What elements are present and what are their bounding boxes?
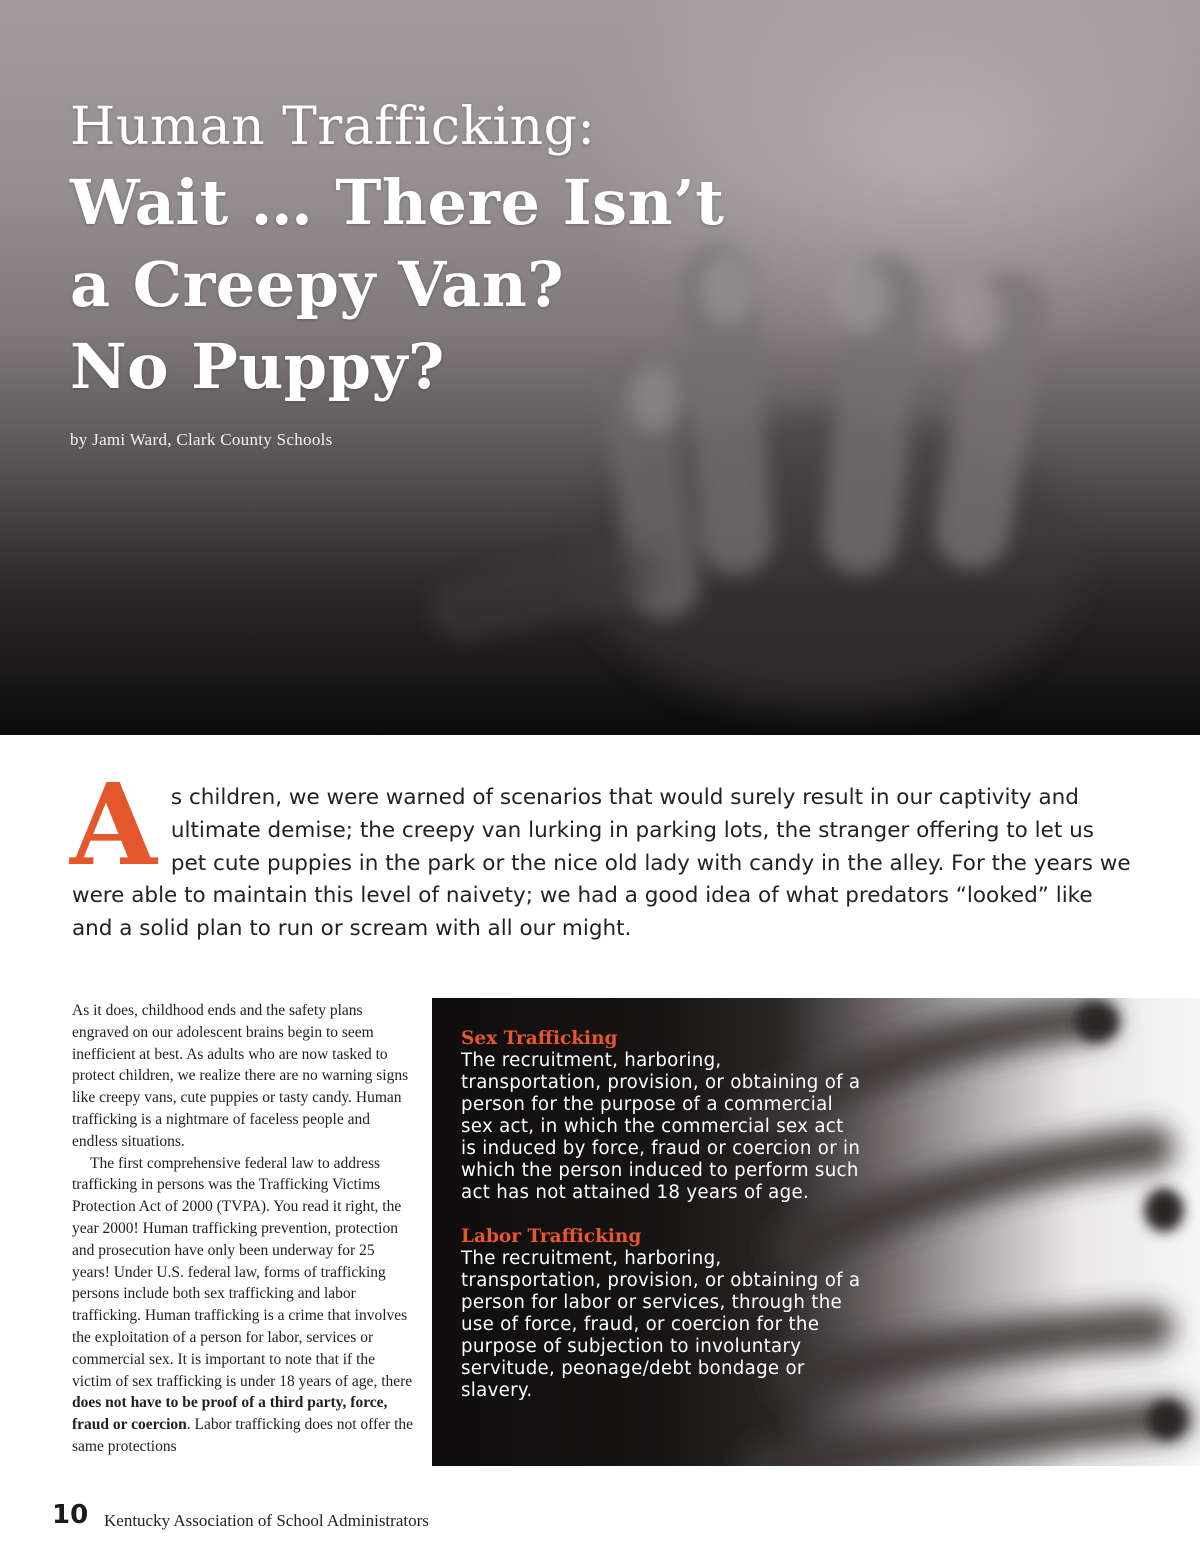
body-text: . Labor trafficking does not offer the same protections [72, 1416, 414, 1455]
title-line: Wait … There Isn’t [70, 166, 725, 239]
publication-name: Kentucky Association of School Administrators [104, 1511, 429, 1530]
definition-heading: Labor Trafficking [461, 1226, 642, 1247]
title-line: a Creepy Van? [70, 248, 565, 321]
definitions-list [461, 1028, 861, 1402]
definition-text: The recruitment, harboring, transportation, provision, or obtaining of a person for the purpose of a commercial sex act, in which the commercial sex act is induced by force, fraud or coercion or in which the person induced to perform such act has not attained 18 years of age. [461, 1050, 861, 1203]
definition-labor-trafficking [461, 1226, 861, 1402]
definition-heading: Sex Trafficking [461, 1028, 618, 1049]
page-number: 10 [52, 1500, 89, 1530]
definition-sex-trafficking [461, 1028, 861, 1204]
definitions-sidebar [432, 998, 1200, 1466]
body-paragraph: As it does, childhood ends and the safety plans engraved on our adolescent brains begin to seem inefficient at best. As adults who are now tasked to protect children, we realize there are no warning signs like creepy vans, cute puppies or tasty candy. Human trafficking is a nightmare of faceless people and endless situations. [72, 1002, 409, 1150]
lead-paragraph [70, 760, 1132, 946]
emphasis-text: does not have to be proof of a third party, force, fraud or coercion [72, 1394, 388, 1434]
body-text: The first comprehensive federal law to address trafficking in persons was the Trafficking Victims Protection Act of 2000 (TVPA). You read it right, the year 2000! Human trafficking prevention, protection and prosecution have only been underway for 25 years! Under U.S. federal law, forms of trafficking persons include both sex trafficking and labor trafficking. Human trafficking is a crime that involves the exploitation of a person for labor, services or commercial sex. It is important to note that if the victim of sex trafficking is under 18 years of age, there [72, 1154, 413, 1390]
title-line: No Puppy? [70, 330, 445, 403]
drop-cap: A [70, 760, 157, 891]
article-title [70, 96, 724, 408]
lead-text: s children, we were warned of scenarios that would surely result in our captivity and ultimate demise; the creepy van lurking in parking lots, the stranger offering to let us pet cute puppies in the park or the nice old lady with candy in the alley. For the years we were able to maintain this level of naivety; we had a good idea of what predators “looked” like and a solid plan to run or scream with all our might. [72, 785, 1131, 942]
body-column [72, 1000, 414, 1458]
title-kicker: Human Trafficking: [70, 97, 596, 157]
hero-banner [0, 0, 1200, 735]
body-paragraph [72, 1153, 414, 1458]
byline: by Jami Ward, Clark County Schools [70, 430, 333, 449]
definition-text: The recruitment, harboring, transportation, provision, or obtaining of a person for labor or services, through the use of force, fraud, or coercion for the purpose of subjection to involuntary servitude, peonage/debt bondage or slavery. [461, 1248, 861, 1401]
